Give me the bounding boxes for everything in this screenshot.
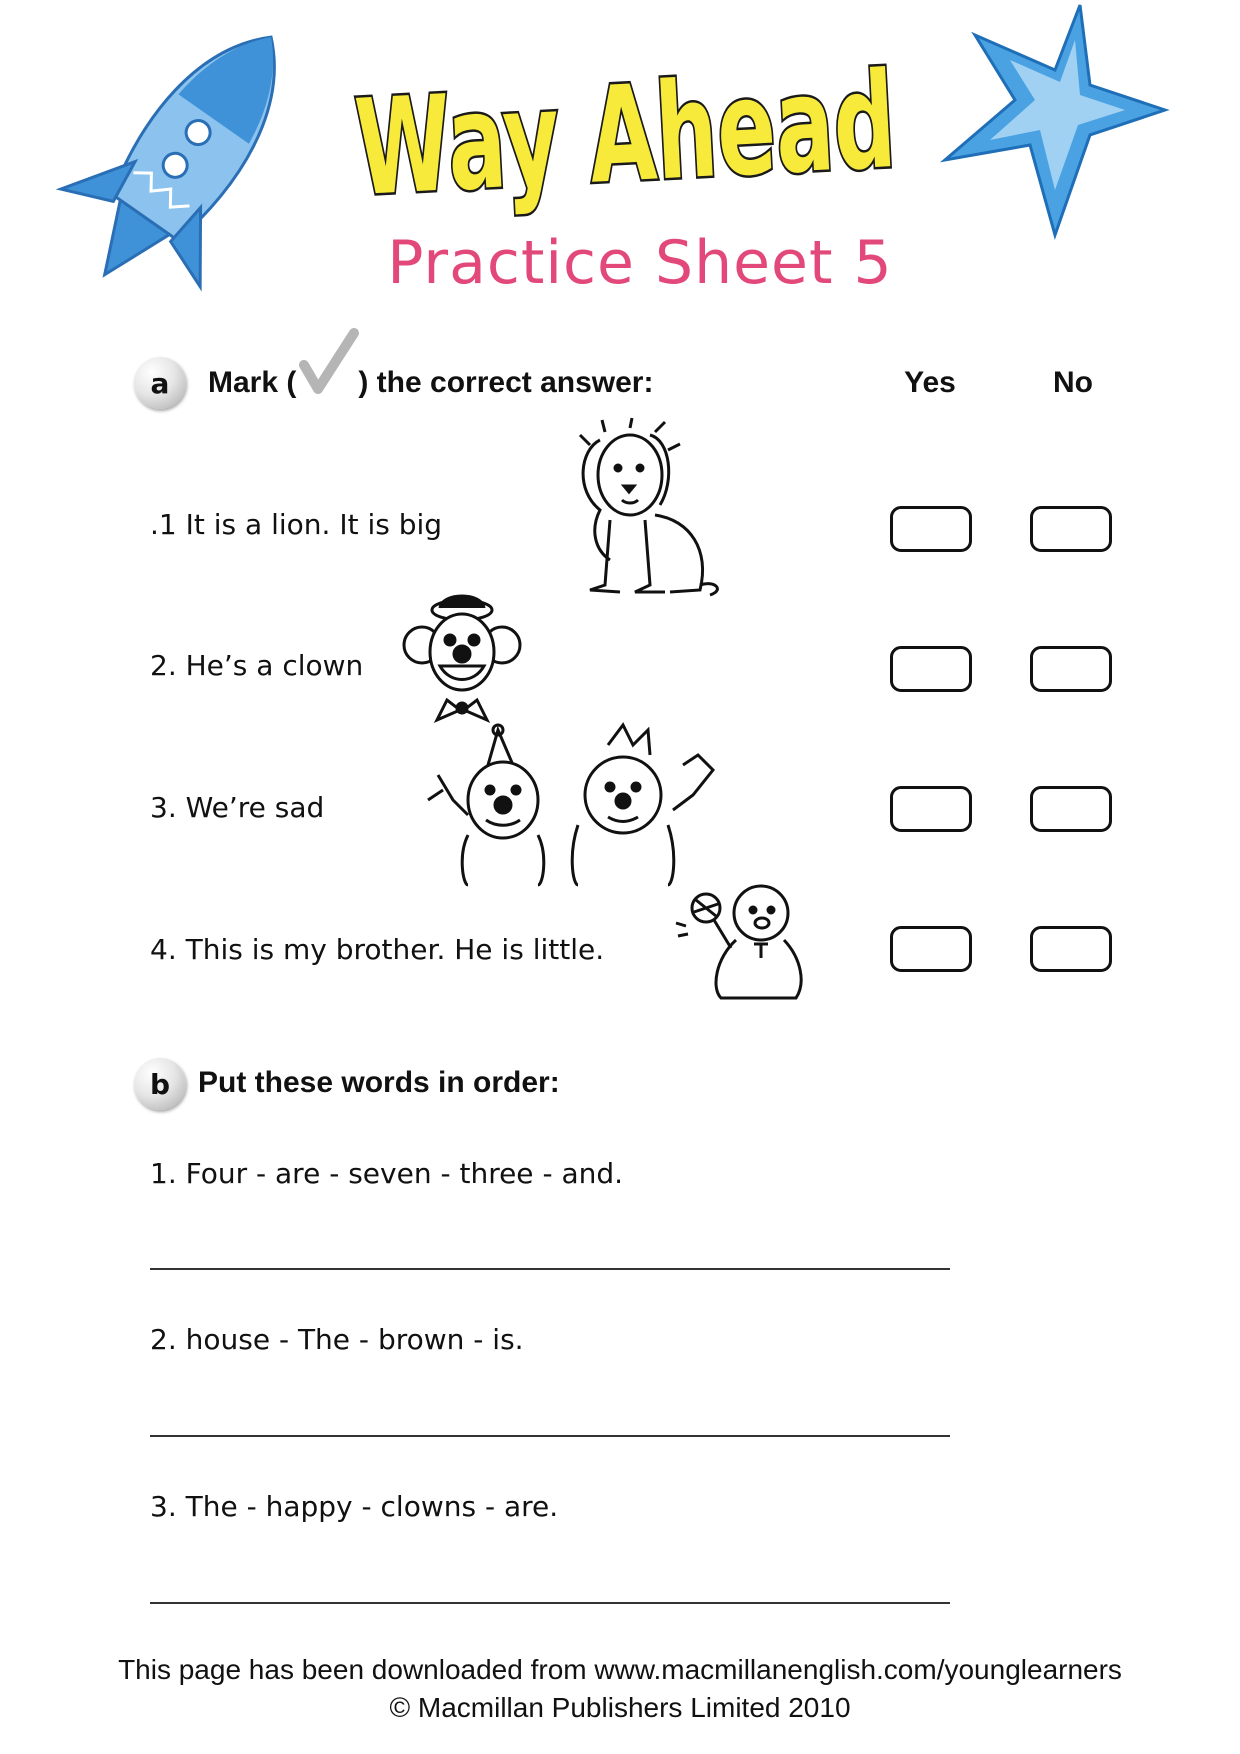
clown-illustration xyxy=(402,590,537,730)
two-clowns-illustration xyxy=(428,725,718,885)
page-subtitle: Practice Sheet 5 xyxy=(387,228,893,298)
question-3: 3. We’re sad xyxy=(150,791,325,824)
rocket-icon xyxy=(40,0,330,320)
instruction-after: ) the correct answer: xyxy=(358,366,654,399)
order-question-1: 1. Four - are - seven - three - and. xyxy=(150,1157,624,1190)
lion-illustration xyxy=(560,420,730,600)
section-a-instruction xyxy=(208,366,653,400)
q2-yes-box[interactable] xyxy=(890,646,972,692)
instruction-before: Mark ( xyxy=(208,366,297,399)
section-b-badge xyxy=(134,1058,186,1110)
question-1: .1 It is a lion. It is big xyxy=(150,508,443,541)
baby-illustration xyxy=(676,878,811,1003)
section-a-badge xyxy=(134,357,186,409)
footer-copyright: © Macmillan Publishers Limited 2010 xyxy=(389,1692,851,1723)
q1-yes-box[interactable] xyxy=(890,506,972,552)
way-ahead-logo xyxy=(345,28,1186,227)
no-column-header: No xyxy=(1053,366,1093,399)
order-answer-line-3[interactable] xyxy=(150,1602,950,1604)
order-question-2: 2. house - The - brown - is. xyxy=(150,1323,524,1356)
star-icon xyxy=(930,0,1170,240)
q3-yes-box[interactable] xyxy=(890,786,972,832)
question-4: 4. This is my brother. He is little. xyxy=(150,933,605,966)
svg-text:Way Ahead: Way Ahead xyxy=(351,28,1186,227)
q1-no-box[interactable] xyxy=(1030,506,1112,552)
order-answer-line-2[interactable] xyxy=(150,1435,950,1437)
q3-no-box[interactable] xyxy=(1030,786,1112,832)
yes-column-header: Yes xyxy=(904,366,956,399)
section-b-instruction: Put these words in order: xyxy=(198,1066,560,1099)
section-b-badge-label: b xyxy=(149,1067,171,1101)
q4-yes-box[interactable] xyxy=(890,926,972,972)
question-2: 2. He’s a clown xyxy=(150,649,364,682)
q4-no-box[interactable] xyxy=(1030,926,1112,972)
checkmark-icon xyxy=(296,369,358,399)
section-a-badge-label: a xyxy=(150,366,170,400)
footer-download-note: This page has been downloaded from www.macmillanenglish.com/younglearners xyxy=(118,1654,1122,1685)
q2-no-box[interactable] xyxy=(1030,646,1112,692)
order-answer-line-1[interactable] xyxy=(150,1268,950,1270)
order-question-3: 3. The - happy - clowns - are. xyxy=(150,1490,559,1523)
